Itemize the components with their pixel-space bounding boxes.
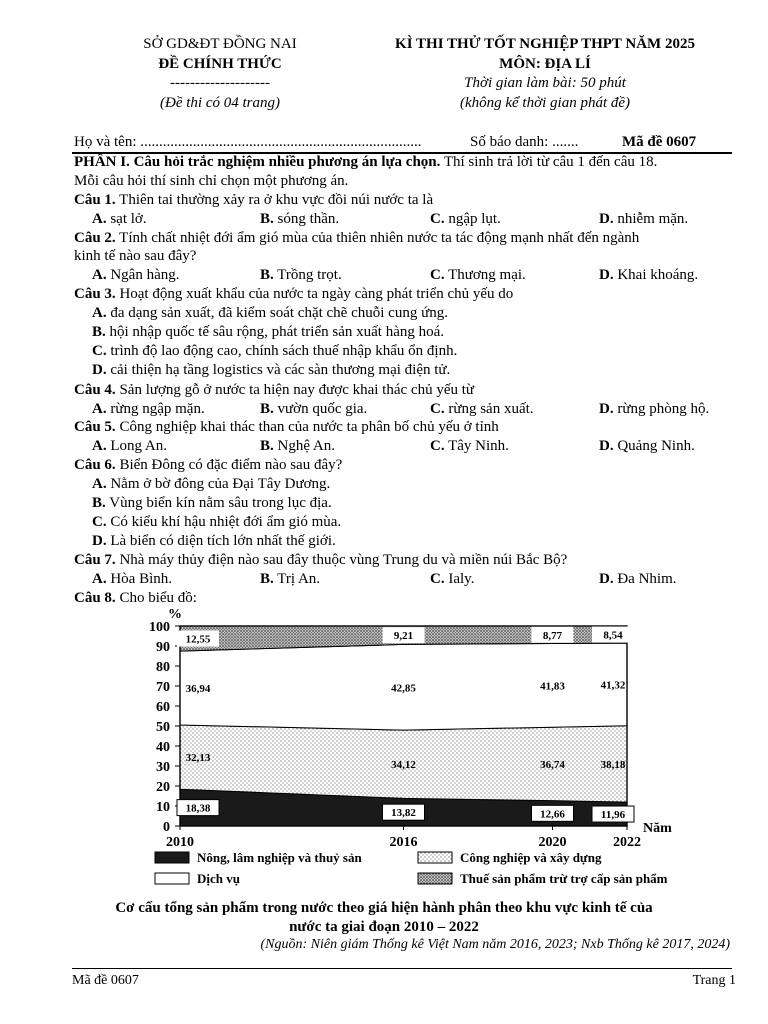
y-tick-label: 30 — [156, 760, 170, 775]
page-number: Trang 1 — [692, 973, 736, 988]
question-text: Cho biểu đồ: — [115, 590, 197, 606]
question-1 — [74, 191, 730, 210]
data-label: 9,21 — [393, 630, 414, 643]
x-tick-label: 2016 — [389, 835, 418, 850]
footer-rule — [72, 968, 732, 969]
y-tick-label: 50 — [156, 720, 170, 735]
data-label: 34,12 — [391, 759, 416, 772]
q2-option-a[interactable]: A. Ngân hàng. — [92, 267, 180, 283]
q7-option-b[interactable]: B. Trị An. — [260, 571, 321, 587]
q2-option-d[interactable]: D. Khai khoáng. — [599, 267, 699, 283]
dash-separator: -------------------- — [170, 75, 270, 91]
question-text: Hoạt động xuất khẩu của nước ta ngày càng phát triển chủ yếu do — [115, 286, 514, 302]
question-text: Thiên tai thường xảy ra ở khu vực đồi núi nước ta là — [115, 192, 434, 208]
y-tick-label: 20 — [156, 780, 170, 795]
q3-option-c[interactable]: C. trình độ lao động cao, chính sách thuế nhập khẩu ổn định. — [92, 343, 458, 359]
x-tick-label: 2022 — [613, 835, 641, 850]
legend-label: Dịch vụ — [197, 871, 240, 886]
time-note: (không kể thời gian phát đề) — [459, 95, 631, 111]
q7-option-c[interactable]: C. Ialy. — [430, 571, 475, 587]
question-6 — [74, 456, 730, 475]
q3-option-b[interactable]: B. hội nhập quốc tế sâu rộng, phát triển sản xuất hàng hoá. — [92, 324, 445, 340]
data-label: 32,13 — [185, 752, 211, 765]
question-number: Câu 6. — [74, 457, 116, 473]
legend-swatch — [155, 852, 189, 863]
official-label: ĐỀ CHÍNH THỨC — [158, 56, 282, 72]
q1-option-a[interactable]: A. sạt lở. — [92, 211, 147, 227]
data-label: 42,85 — [391, 682, 416, 695]
question-text: Tính chất nhiệt đới ẩm gió mùa của thiên nhiên nước ta tác động mạnh nhất đến ngành — [115, 230, 640, 246]
q5-option-c[interactable]: C. Tây Ninh. — [430, 438, 509, 454]
question-text: Nhà máy thủy điện nào sau đây thuộc vùng Trung du và miền núi Bắc Bộ? — [115, 552, 568, 568]
candidate-id-line: Số báo danh: ....... — [470, 134, 579, 150]
legend-swatch — [418, 852, 452, 863]
q7-option-d[interactable]: D. Đa Nhim. — [599, 571, 677, 587]
q2-option-b[interactable]: B. Trồng trọt. — [260, 267, 342, 283]
legend-label: Công nghiệp và xây dựng — [460, 850, 602, 865]
footer-code: Mã đề 0607 — [72, 973, 139, 988]
q1-option-b[interactable]: B. sóng thần. — [260, 211, 340, 227]
y-tick-label: 10 — [156, 800, 170, 815]
q5-option-d[interactable]: D. Quảng Ninh. — [599, 438, 695, 454]
candidate-name-line: Họ và tên: ........................................................................... — [74, 134, 422, 150]
question-number: Câu 4. — [74, 382, 116, 398]
data-label: 12,66 — [540, 808, 565, 821]
y-tick-label: 90 — [156, 640, 170, 655]
data-label: 8,77 — [542, 629, 563, 642]
data-label: 36,74 — [540, 758, 565, 771]
chart-title-2: nước ta giai đoạn 2010 – 2022 — [289, 919, 479, 935]
legend-swatch — [155, 873, 189, 884]
data-label: 38,18 — [600, 758, 626, 771]
question-2-cont: kinh tế nào sau đây? — [74, 248, 197, 264]
y-tick-label: 70 — [156, 680, 170, 695]
chart-source: (Nguồn: Niên giám Thống kê Việt Nam năm 2016, 2023; Nxb Thống kê 2017, 2024) — [260, 937, 730, 952]
gdp-structure-chart — [0, 600, 768, 900]
part-instruction: Thí sinh trả lời từ câu 1 đến câu 18. — [440, 154, 658, 170]
question-number: Câu 3. — [74, 286, 116, 302]
q6-option-a[interactable]: A. Nằm ở bờ đông của Đại Tây Dương. — [92, 476, 331, 492]
department: SỞ GD&ĐT ĐỒNG NAI — [143, 36, 297, 52]
data-label: 12,55 — [185, 633, 211, 646]
exam-time: Thời gian làm bài: 50 phút — [464, 75, 626, 91]
pages-note: (Đề thi có 04 trang) — [160, 95, 280, 111]
data-label: 36,94 — [185, 683, 211, 696]
q5-option-a[interactable]: A. Long An. — [92, 438, 168, 454]
y-tick-label: 40 — [156, 740, 170, 755]
y-axis-label: % — [168, 607, 182, 622]
part-intro — [74, 153, 730, 172]
data-label: 11,96 — [600, 809, 626, 822]
q5-option-b[interactable]: B. Nghệ An. — [260, 438, 336, 454]
q1-option-d[interactable]: D. nhiễm mặn. — [599, 211, 689, 227]
q6-option-c[interactable]: C. Có kiểu khí hậu nhiệt đới ẩm gió mùa. — [92, 514, 342, 530]
question-text: Sản lượng gỗ ở nước ta hiện nay được khai thác chủ yếu từ — [115, 382, 475, 398]
q6-option-d[interactable]: D. Là biển có diện tích lớn nhất thế giới. — [92, 533, 336, 549]
y-tick-label: 100 — [149, 620, 170, 635]
data-label: 18,38 — [185, 802, 211, 815]
legend-label: Nông, lâm nghiệp và thuỷ sản — [197, 850, 362, 865]
question-2 — [74, 229, 730, 248]
x-tick-label: 2010 — [166, 835, 194, 850]
legend-swatch — [418, 873, 452, 884]
data-label: 8,54 — [603, 629, 623, 642]
question-5 — [74, 418, 730, 437]
question-number: Câu 8. — [74, 590, 116, 606]
y-tick-label: 0 — [163, 820, 170, 835]
data-label: 41,83 — [540, 680, 565, 693]
q4-option-c[interactable]: C. rừng sản xuất. — [430, 401, 534, 417]
data-label: 13,82 — [391, 807, 416, 820]
question-number: Câu 5. — [74, 419, 116, 435]
y-tick-label: 80 — [156, 660, 170, 675]
q4-option-b[interactable]: B. vườn quốc gia. — [260, 401, 368, 417]
question-text: Công nghiệp khai thác than của nước ta phân bố chủ yếu ở tỉnh — [115, 419, 499, 435]
q4-option-d[interactable]: D. rừng phòng hộ. — [599, 401, 710, 417]
x-tick-label: 2020 — [538, 835, 567, 850]
question-7 — [74, 551, 730, 570]
q6-option-b[interactable]: B. Vùng biển kín nằm sâu trong lục địa. — [92, 495, 332, 511]
data-label: 41,32 — [600, 679, 626, 692]
legend-label: Thuế sản phẩm trừ trợ cấp sản phẩm — [460, 871, 668, 886]
question-3 — [74, 285, 730, 304]
q4-option-a[interactable]: A. rừng ngập mặn. — [92, 401, 205, 417]
y-tick-label: 60 — [156, 700, 170, 715]
q7-option-a[interactable]: A. Hòa Bình. — [92, 571, 173, 587]
part-instruction-2: Mỗi câu hỏi thí sinh chỉ chọn một phương án. — [74, 173, 349, 189]
subject: MÔN: ĐỊA LÍ — [499, 56, 591, 72]
question-number: Câu 7. — [74, 552, 116, 568]
question-text: Biển Đông có đặc điểm nào sau đây? — [115, 457, 343, 473]
q3-option-a[interactable]: A. đa dạng sản xuất, đã kiểm soát chặt chẽ chuỗi cung ứng. — [92, 305, 448, 321]
question-number: Câu 2. — [74, 230, 116, 246]
chart-title: Cơ cấu tổng sản phẩm trong nước theo giá hiện hành phân theo khu vực kinh tế của — [115, 900, 653, 916]
exam-code: Mã đề 0607 — [622, 134, 697, 150]
question-4 — [74, 381, 730, 400]
exam-title: KÌ THI THỬ TỐT NGHIỆP THPT NĂM 2025 — [395, 36, 695, 52]
q2-option-c[interactable]: C. Thương mại. — [430, 267, 526, 283]
x-axis-label: Năm — [643, 821, 672, 836]
part-title: PHẦN I. Câu hỏi trắc nghiệm nhiều phương án lựa chọn. — [74, 154, 441, 170]
q1-option-c[interactable]: C. ngập lụt. — [430, 211, 501, 227]
q3-option-d[interactable]: D. cải thiện hạ tầng logistics và các sàn thương mại điện tử. — [92, 362, 451, 378]
question-number: Câu 1. — [74, 192, 116, 208]
